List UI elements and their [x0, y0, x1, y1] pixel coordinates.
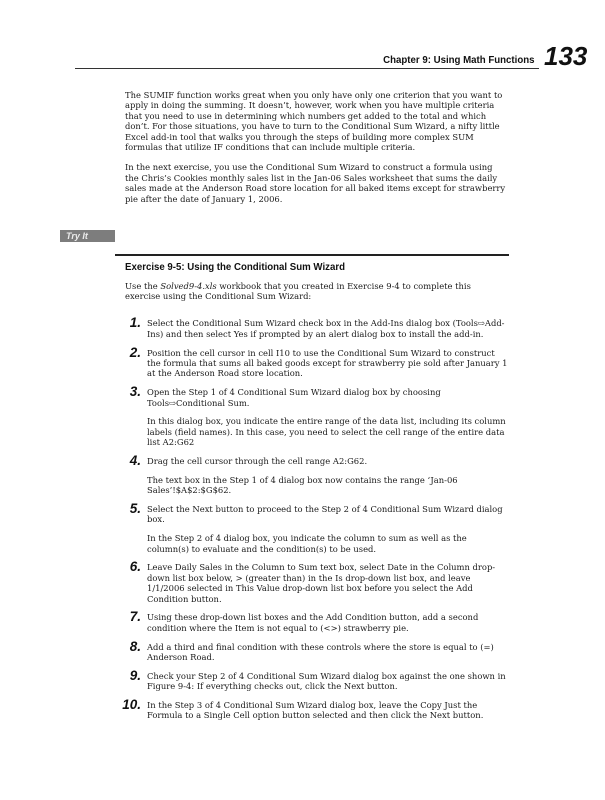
step-text: Select the Next button to proceed to the Step 2 of 4 Conditional Sum Wizard dialog box.: [147, 504, 503, 525]
step-text: Check your Step 2 of 4 Conditional Sum Wizard dialog box against the one shown in Figure 9-4: If everything checks out, click the Next button.: [147, 670, 506, 692]
header-rule: [75, 68, 539, 69]
page-number: 133: [544, 41, 588, 71]
step-number: 7.: [129, 609, 141, 625]
step-item: [101, 638, 508, 663]
step-number: 9.: [129, 667, 141, 683]
step-text: Using these drop-down list boxes and the Add Condition button, add a second condition where the Item is not equal to (<>) strawberry pie.: [147, 612, 479, 633]
exercise-intro: [125, 281, 508, 302]
paragraph: The SUMIF function works great when you only have only one criterion that you want to apply in doing the summing. It doesn’t, however, work when you have multiple criteria that you need to use in determining which numbers get added to the total and which don’t. For those situations, you have to turn to the Conditional Sum Wizard, a nifty little Excel add-in tool that walks you through the steps of building more complex SUM formulas that utilize IF conditions that can include multiple criteria.: [125, 90, 503, 153]
step-text: Drag the cell cursor through the cell range A2:G62.: [147, 456, 368, 467]
intro-text: Use the: [125, 281, 161, 291]
step-item: [101, 559, 508, 604]
section-divider: [115, 254, 509, 256]
intro-text: workbook that you created in Exercise 9-4 to complete this exercise using the Conditional Sum Wizard:: [125, 281, 471, 302]
step-text: In the Step 3 of 4 Conditional Sum Wizard dialog box, leave the Copy Just the Formula to a Single Cell option button selected and then click the Next button.: [147, 700, 484, 721]
step-number: 3.: [129, 384, 141, 400]
step-text: Select the Conditional Sum Wizard check box in the Add-Ins dialog box (Tools⇨Add-Ins) and then select Yes if prompted by an alert dialog box to install the add-in.: [147, 318, 505, 339]
step-subtext: In the Step 2 of 4 dialog box, you indicate the column to sum as well as the column(s) to evaluate and the condition(s) to be used.: [147, 533, 467, 554]
step-number: 1.: [129, 315, 141, 331]
body-text: [125, 90, 508, 214]
step-subtext: The text box in the Step 1 of 4 dialog box now contains the range ‘Jan-06 Sales’!$A$2:$G$62.: [147, 474, 458, 496]
step-item: [101, 501, 508, 554]
step-item: [101, 697, 508, 721]
step-item: [101, 344, 508, 379]
paragraph: In the next exercise, you use the Conditional Sum Wizard to construct a formula using the Chris’s Cookies monthly sales list in the Jan-06 Sales worksheet that sums the daily sales made at the Anderson Road store location for all baked items except for strawberry pie after the date of January 1, 2006.: [125, 162, 506, 204]
step-number: 2.: [129, 344, 141, 360]
step-number: 6.: [129, 559, 141, 575]
step-subtext: In this dialog box, you indicate the entire range of the data list, including its column labels (field names). In this case, you need to select the cell range of the entire data list A2:G62: [147, 416, 506, 448]
step-item: [101, 384, 508, 448]
exercise-title: Exercise 9-5: Using the Conditional Sum Wizard: [125, 261, 345, 273]
step-number: 8.: [129, 638, 141, 654]
step-number: 5.: [129, 501, 141, 517]
step-item: [101, 453, 508, 496]
step-number: 10.: [122, 697, 141, 713]
intro-filename: Solved9-4.xls: [160, 281, 217, 291]
step-list: [101, 310, 508, 729]
step-item: [101, 667, 508, 692]
step-text: Leave Daily Sales in the Column to Sum text box, select Date in the Column drop-down list box below, > (greater than) in the Is drop-down list box, and leave 1/1/2006 selected in This Value drop-down list box before you select the Add Condition button.: [147, 562, 496, 604]
chapter-title: Chapter 9: Using Math Functions: [383, 54, 535, 66]
step-item: [101, 315, 508, 339]
try-it-badge: Try It: [60, 230, 115, 242]
step-number: 4.: [129, 453, 141, 469]
step-text: Position the cell cursor in cell I10 to use the Conditional Sum Wizard to construct the formula that sums all baked goods except for strawberry pie sold after January 1 at the Anderson Road store location.: [147, 347, 508, 379]
step-item: [101, 609, 508, 633]
step-text: Open the Step 1 of 4 Conditional Sum Wizard dialog box by choosing Tools⇨Conditional Sum.: [147, 387, 441, 408]
step-text: Add a third and final condition with these controls where the store is equal to (=) Anderson Road.: [147, 641, 494, 663]
